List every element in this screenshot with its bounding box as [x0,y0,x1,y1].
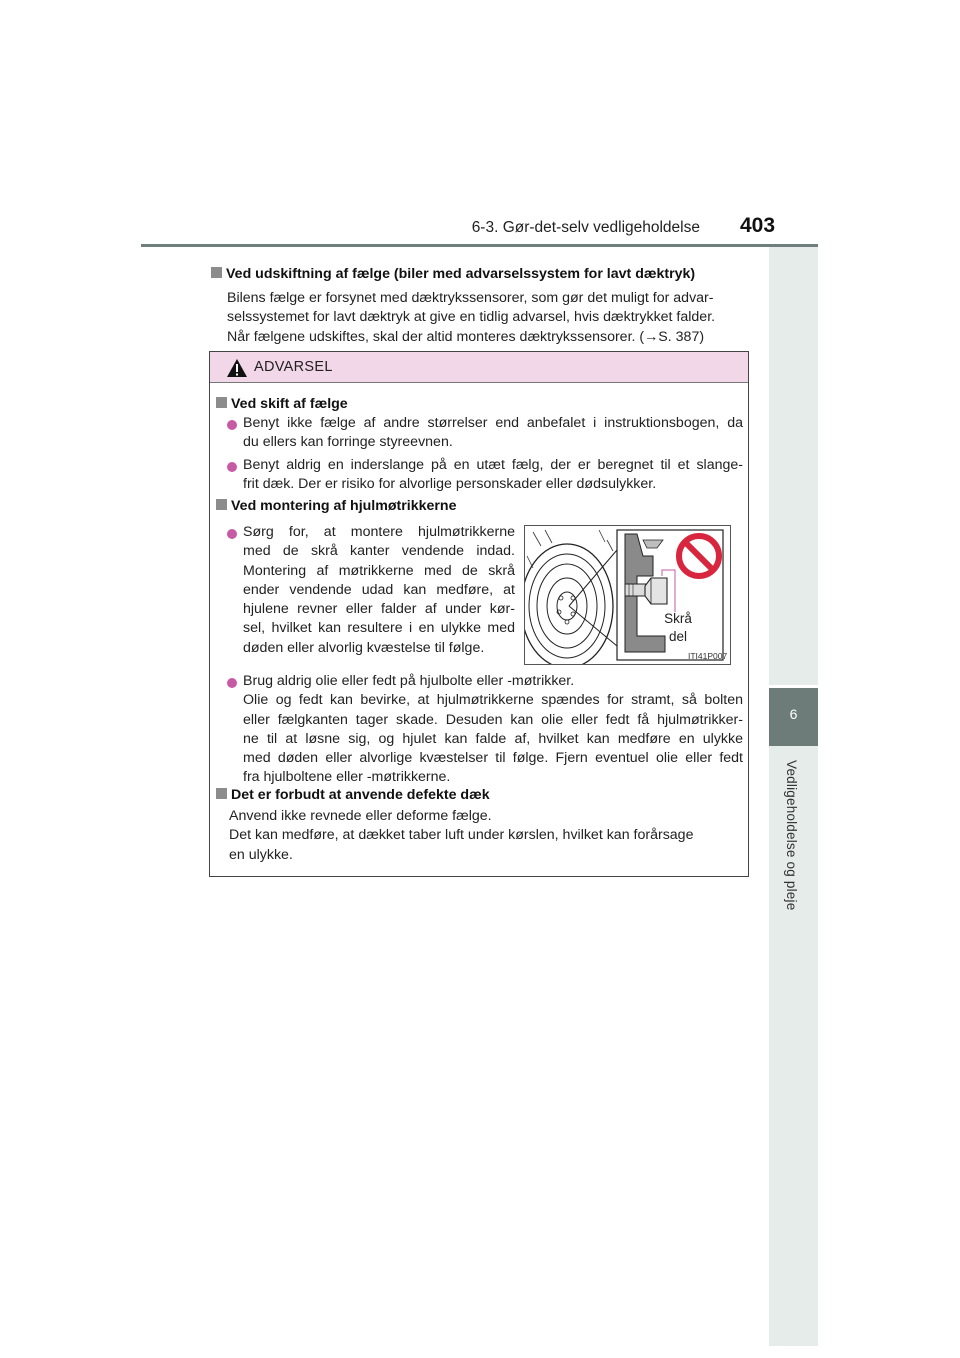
warning-bullet [243,414,743,453]
warning-bullet [243,456,743,495]
bullet-line: sel, hvilket kan resultere i en ulykke med [243,620,515,637]
bullet-dot-icon [227,529,237,539]
bullet-line: Sørg for, at montere hjulmøtrikkerne [243,524,515,540]
warning-bullet [243,523,515,658]
square-bullet-icon [211,267,222,278]
warning-section-title: Det er forbudt at anvende defekte dæk [231,787,490,803]
bullet-line: døden eller alvorlig kvæstelse til følge. [243,639,485,656]
intro-title: Ved udskiftning af fælge (biler med advarselssystem for lavt dæktryk) [226,266,696,282]
wheel-nut-drawing [525,526,730,664]
wheel-nut-illustration [524,525,731,665]
bullet-dot-icon [227,678,237,688]
bullet-line: frit dæk. Der er risiko for alvorlige personskader eller dødsulykker. [243,476,657,493]
square-bullet-icon [216,788,227,799]
chapter-title: Vedligeholdelse og pleje [784,760,799,911]
callout-label-line: Skrå [664,611,692,626]
bullet-line: du ellers kan forringe styreevnen. [243,434,453,451]
illustration-code: ITI41P007 [688,651,728,661]
intro-line: selssystemet for lavt dæktryk at give en tidlig advarsel, hvis dæktrykket falder. [227,309,716,326]
warning-section-heading [216,396,348,412]
bullet-line: ne til at løsne sig, og hjulet kan falde af, hvilket kan medføre en ulykke [243,730,743,747]
side-tab-background [769,247,818,685]
warning-bullet [243,672,743,788]
page-number: 403 [740,214,776,237]
warning-paragraph [229,807,741,865]
warning-section-title: Ved montering af hjulmøtrikkerne [231,498,457,514]
warning-section-title: Ved skift af fælge [231,396,348,412]
header-rule [141,244,818,247]
bullet-line: eller fælgkanten tager skade. Desuden kan olie eller fedt få hjulmøtrikker- [243,711,743,728]
callout-label [658,610,698,646]
warning-label: ADVARSEL [254,359,333,375]
bullet-line: ender vendende udad kan medføre, at [243,581,515,598]
bullet-dot-icon [227,420,237,430]
bullet-line: Montering af møtrikkerne med de skrå [243,562,515,579]
bullet-line: Olie og fedt kan bevirke, at hjulmøtrikkerne spændes for stramt, så bolten [243,692,743,709]
warning-section-heading [216,787,490,803]
warning-section-heading [216,498,456,514]
bullet-line: med døden eller alvorlige kvæstelser til følge. Fjern eventuel olie eller fedt [243,750,743,767]
chapter-number-tab: 6 [769,688,818,746]
bullet-dot-icon [227,462,237,472]
intro-paragraph [227,289,747,347]
paragraph-line: en ulykke. [229,846,293,863]
bullet-line: Brug aldrig olie eller fedt på hjulbolte eller -møtrikker. [243,673,575,689]
bullet-line: Benyt ikke fælge af andre størrelser end anbefalet i instruktionsbogen, da [243,415,743,431]
intro-line: Bilens fælge er forsynet med dæktrykssensorer, som gør det muligt for advar- [227,290,714,306]
callout-label-line: del [668,629,687,644]
bullet-line: Benyt aldrig en inderslange på en utæt fælg, der er beregnet til et slange- [243,457,743,473]
bullet-line: fra hjulboltene eller -møtrikkerne. [243,769,451,786]
warning-triangle-icon [226,358,248,378]
square-bullet-icon [216,499,227,510]
bullet-line: hjulene revner eller falder af under kør- [243,601,515,618]
intro-line: Når fælgene udskiftes, skal der altid monteres dæktrykssensorer. (→S. 387) [227,328,705,345]
square-bullet-icon [216,397,227,408]
bullet-line: med de skrå kanter vendende indad. [243,543,515,560]
paragraph-line: Det kan medføre, at dækket taber luft under kørslen, hvilket kan forårsage [229,827,694,844]
chapter-title-vertical [784,760,804,960]
intro-heading [211,266,695,282]
section-title: 6-3. Gør-det-selv vedligeholdelse [471,219,700,236]
paragraph-line: Anvend ikke revnede eller deforme fælge. [229,808,492,824]
